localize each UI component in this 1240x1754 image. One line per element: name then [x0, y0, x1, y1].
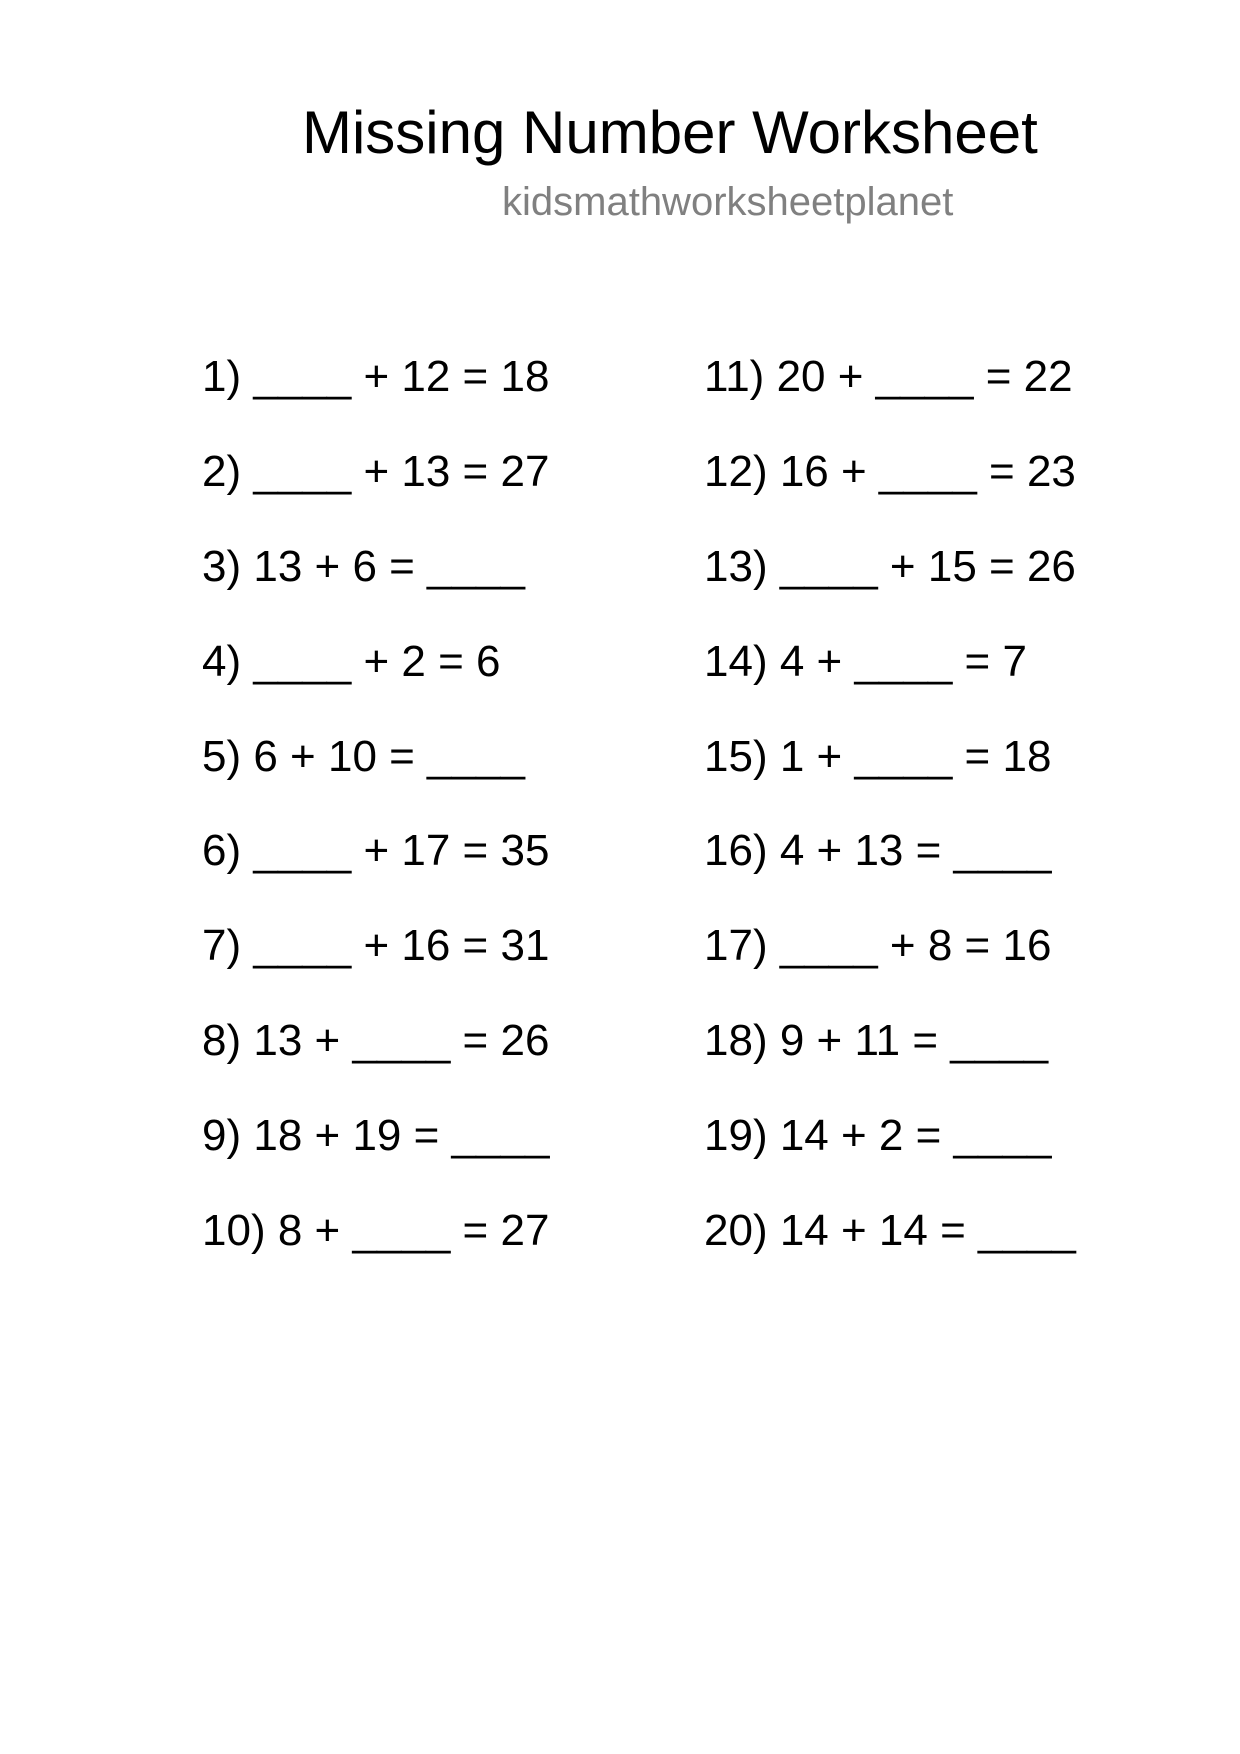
problems-column-left: [202, 350, 682, 1299]
problem-14: [704, 635, 1184, 730]
problem-expression: ____ + 17 = 35: [253, 826, 550, 876]
problem-number: 5): [202, 731, 242, 781]
problem-expression: 6 + 10 = ____: [253, 731, 525, 781]
problem-expression: ____ + 13 = 27: [253, 446, 550, 496]
problem-expression: 16 + ____ = 23: [779, 446, 1076, 496]
problem-3: [202, 540, 682, 635]
problem-2: [202, 445, 682, 540]
problem-expression: 9 + 11 = ____: [779, 1016, 1049, 1066]
problem-number: 10): [202, 1206, 266, 1256]
problem-number: 9): [202, 1111, 242, 1161]
problem-number: 3): [202, 541, 242, 591]
problem-4: [202, 635, 682, 730]
problem-number: 1): [202, 352, 242, 401]
problem-number: 11): [704, 352, 765, 401]
problem-8: [202, 1014, 682, 1109]
problems-column-right: [704, 350, 1184, 1299]
problem-expression: ____ + 15 = 26: [779, 541, 1076, 591]
problem-number: 12): [704, 446, 768, 496]
problem-expression: 13 + ____ = 26: [253, 1016, 550, 1066]
problem-5: [202, 730, 682, 825]
problem-13: [704, 540, 1184, 635]
problem-15: [704, 730, 1184, 825]
problem-number: 15): [704, 731, 768, 781]
problem-number: 2): [202, 446, 242, 496]
problem-7: [202, 919, 682, 1014]
problem-expression: 4 + 13 = ____: [779, 826, 1052, 876]
worksheet-subtitle: kidsmathworksheetplanet: [502, 180, 954, 224]
problem-10: [202, 1204, 682, 1299]
problem-expression: ____ + 8 = 16: [779, 921, 1052, 971]
problem-expression: 18 + 19 = ____: [253, 1111, 550, 1161]
problem-16: [704, 824, 1184, 919]
problem-17: [704, 919, 1184, 1014]
problem-number: 4): [202, 636, 242, 686]
problem-expression: 14 + 14 = ____: [779, 1206, 1076, 1256]
problem-expression: 20 + ____ = 22: [776, 352, 1073, 401]
worksheet-title: Missing Number Worksheet: [302, 99, 1038, 166]
problem-11: [704, 350, 1184, 445]
problem-1: [202, 350, 682, 445]
problem-19: [704, 1109, 1184, 1204]
problem-number: 13): [704, 541, 768, 591]
problem-12: [704, 445, 1184, 540]
problem-number: 19): [704, 1111, 768, 1161]
problem-expression: 1 + ____ = 18: [779, 731, 1052, 781]
problem-expression: ____ + 2 = 6: [253, 636, 501, 686]
problem-18: [704, 1014, 1184, 1109]
problem-number: 16): [704, 826, 768, 876]
problem-expression: 14 + 2 = ____: [779, 1111, 1052, 1161]
problem-9: [202, 1109, 682, 1204]
problem-number: 18): [704, 1016, 768, 1066]
problem-number: 7): [202, 921, 242, 971]
problem-number: 20): [704, 1206, 768, 1256]
problem-expression: 13 + 6 = ____: [253, 541, 525, 591]
problem-number: 17): [704, 921, 768, 971]
problem-expression: ____ + 12 = 18: [253, 352, 550, 401]
problem-number: 6): [202, 826, 242, 876]
problem-number: 14): [704, 636, 768, 686]
problem-20: [704, 1204, 1184, 1299]
problem-expression: 4 + ____ = 7: [779, 636, 1027, 686]
problem-6: [202, 824, 682, 919]
problem-expression: ____ + 16 = 31: [253, 921, 550, 971]
problem-number: 8): [202, 1016, 242, 1066]
problem-expression: 8 + ____ = 27: [277, 1206, 550, 1256]
